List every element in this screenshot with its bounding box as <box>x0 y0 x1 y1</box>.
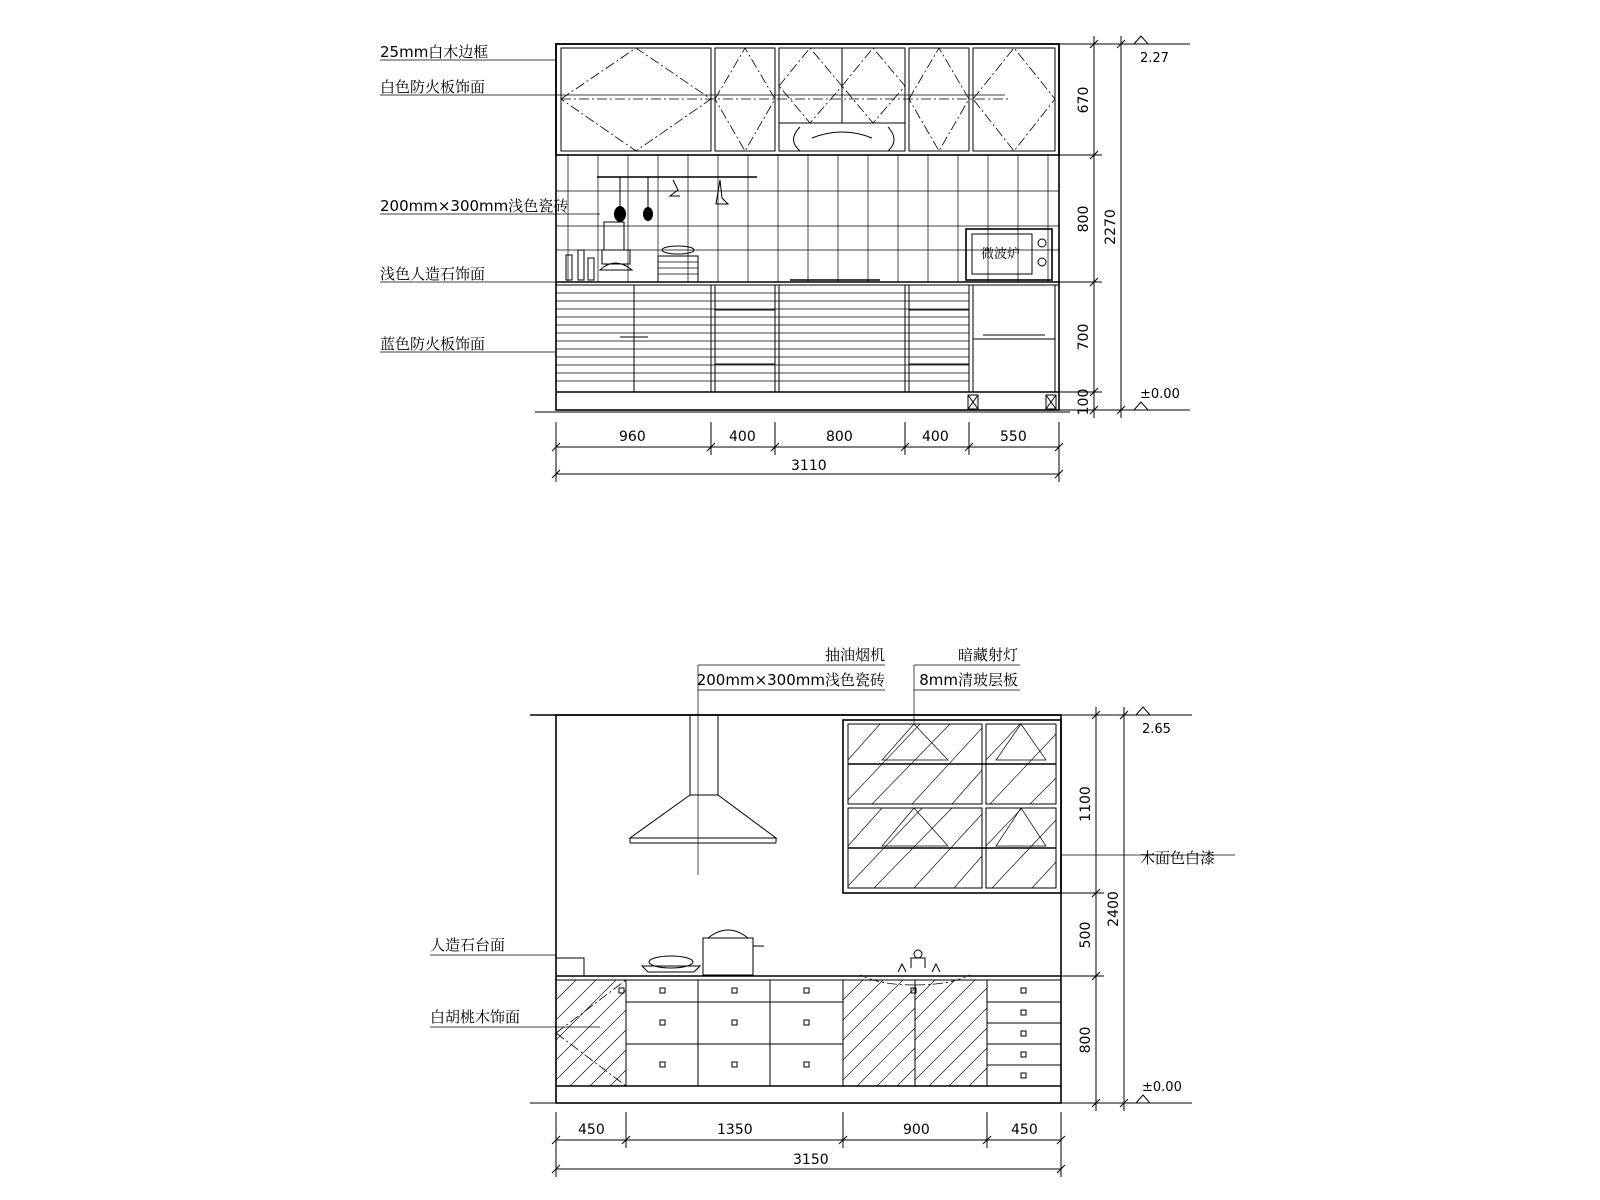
upper-cabinets <box>556 44 1059 155</box>
dim-a-400-2: 400 <box>922 429 949 445</box>
label-white-wood-frame: 25mm白木边框 <box>380 43 489 61</box>
dim-a-670: 670 <box>1076 86 1092 114</box>
microwave <box>966 229 1052 280</box>
dim-b-800-h: 800 <box>1078 1026 1094 1054</box>
label-artificial-stone-top: 人造石台面 <box>430 936 506 954</box>
level-a-top: 2.27 <box>1140 51 1169 66</box>
dim-a-550: 550 <box>1000 429 1027 445</box>
dim-b-450-2: 450 <box>1011 1122 1038 1138</box>
dim-a-total-2270: 2270 <box>1103 209 1119 245</box>
dim-b-total-2400: 2400 <box>1106 891 1122 927</box>
dim-a-800: 800 <box>826 429 853 445</box>
elevation-a <box>380 36 1190 482</box>
elevation-b <box>430 646 1235 1177</box>
label-clear-glass-shelf: 8mm清玻层板 <box>919 671 1018 689</box>
label-concealed-spotlight: 暗藏射灯 <box>957 646 1018 664</box>
dim-b-900: 900 <box>903 1122 930 1138</box>
label-light-ceramic-tile: 200mm×300mm浅色瓷砖 <box>380 197 569 215</box>
dim-a-100-h: 100 <box>1076 388 1092 416</box>
microwave-label: 微波炉 <box>981 247 1021 262</box>
label-white-paint-wood: 木面色白漆 <box>1140 849 1216 867</box>
dim-a-960: 960 <box>619 429 646 445</box>
dim-a-800-h: 800 <box>1076 205 1092 233</box>
dim-b-total-3150: 3150 <box>793 1152 829 1168</box>
cabinet-grooves <box>556 293 969 381</box>
utensil-rail <box>566 177 757 282</box>
lower-cabinets-b <box>556 975 1061 1086</box>
label-range-hood: 抽油烟机 <box>824 646 885 664</box>
range-hood <box>630 690 776 875</box>
lower-cabinets <box>556 285 1059 409</box>
label-blue-fireproof-board: 蓝色防火板饰面 <box>380 335 486 353</box>
elevation-b-top-leaders <box>430 665 1235 1027</box>
level-b-base: ±0.00 <box>1142 1080 1182 1095</box>
dim-a-400-1: 400 <box>729 429 756 445</box>
level-a-base: ±0.00 <box>1140 387 1180 402</box>
tile-wall <box>556 155 1059 282</box>
level-b-top: 2.65 <box>1142 722 1171 737</box>
glass-wall-cabinet <box>843 690 1061 893</box>
dim-a-total-3110: 3110 <box>791 458 827 474</box>
dim-a-700-h: 700 <box>1076 323 1092 351</box>
label-white-walnut-finish: 白胡桃木饰面 <box>430 1008 521 1026</box>
dim-b-450-1: 450 <box>578 1122 605 1138</box>
label-light-artificial-stone: 浅色人造石饰面 <box>380 265 486 283</box>
label-ceramic-tile-b: 200mm×300mm浅色瓷砖 <box>696 671 885 689</box>
dim-b-1100-h: 1100 <box>1078 786 1094 822</box>
elevation-b-outline <box>556 715 1061 1103</box>
countertop-b <box>556 930 1061 980</box>
dim-b-1350: 1350 <box>717 1122 753 1138</box>
dim-b-500-h: 500 <box>1078 921 1094 949</box>
label-white-fireproof-board: 白色防火板饰面 <box>380 78 486 96</box>
